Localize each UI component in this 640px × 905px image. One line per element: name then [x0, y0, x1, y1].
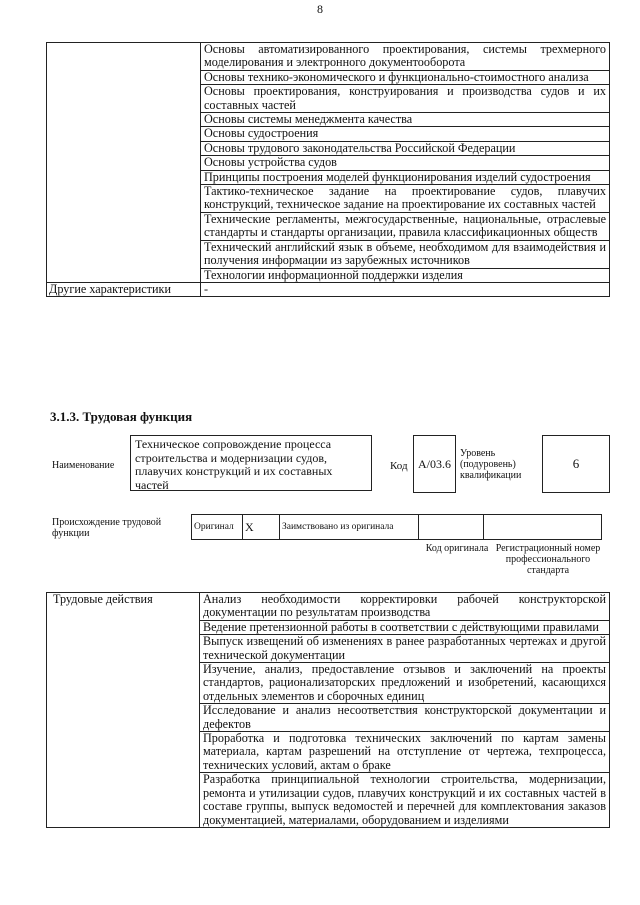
table-cell: Тактико-техническое задание на проектирование судов, плавучих конструкций, техническое задание на проектирование их составных частей	[201, 185, 610, 213]
origin-code-cell	[419, 515, 484, 540]
qualification-level-box: 6	[542, 435, 610, 493]
table-cell: Принципы построения моделей функционирования изделий судостроения	[201, 170, 610, 184]
name-label: Наименование	[52, 460, 115, 471]
table-cell: Основы технико-экономического и функционально-стоимостного анализа	[201, 70, 610, 84]
table-row	[47, 282, 610, 296]
function-name-box: Техническое сопровождение процесса строительства и модернизации судов, плавучих конструкций и их составных частей	[130, 435, 372, 491]
origin-label: Происхождение трудовой функции	[52, 517, 162, 539]
table-cell: Проработка и подготовка технических заключений по картам замены материала, картам разрешений на отступление от чертежа, техпроцесса, технических условий, актам о браке	[200, 732, 610, 773]
table-cell: Ведение претензионной работы в соответствии с действующими правилами	[200, 620, 610, 634]
qualification-level-label: Уровень (подуровень) квалификации	[460, 448, 522, 481]
origin-code-caption: Код оригинала	[425, 543, 489, 554]
origin-reg-number-cell	[484, 515, 602, 540]
table-label-cell	[47, 43, 201, 283]
table-cell: Технические регламенты, межгосударственные, национальные, отраслевые стандарты и стандарты организации, правила классификационных обществ	[201, 212, 610, 240]
table-cell: Технический английский язык в объеме, необходимом для взаимодействия и получения информации из зарубежных источников	[201, 240, 610, 268]
table-cell: Основы автоматизированного проектирования, системы трехмерного моделирования и электронного документооборота	[201, 43, 610, 71]
labor-actions-table	[46, 592, 610, 828]
page-number: 8	[317, 2, 323, 16]
function-code-box: A/03.6	[413, 435, 456, 493]
code-label: Код	[390, 460, 408, 472]
origin-table	[191, 514, 602, 540]
origin-mark-cell: X	[243, 515, 280, 540]
table-cell: Основы проектирования, конструирования и производства судов и их составных частей	[201, 85, 610, 113]
other-characteristics-label: Другие характеристики	[47, 282, 201, 296]
table-cell: Технологии информационной поддержки изделия	[201, 268, 610, 282]
table-cell: Основы трудового законодательства Российской Федерации	[201, 141, 610, 155]
other-characteristics-value: -	[201, 282, 610, 296]
origin-reg-caption: Регистрационный номер профессионального стандарта	[495, 543, 601, 576]
table-cell: Основы устройства судов	[201, 156, 610, 170]
table-cell: Исследование и анализ несоответствия конструкторской документации и дефектов	[200, 704, 610, 732]
table-cell: Разработка принципиальной технологии строительства, модернизации, ремонта и утилизации судов, плавучих конструкций и их составных частей в составе группы, выпуск ведомостей и перечней для комплектования заказов документацией, материалами, оборудованием и изделиями	[200, 773, 610, 828]
labor-actions-label: Трудовые действия	[47, 593, 200, 828]
table-cell: Изучение, анализ, предоставление отзывов и заключений на проекты стандартов, рационализаторских предложений и изобретений, касающихся отдельных элементов и сборочных единиц	[200, 663, 610, 704]
table-row	[47, 593, 610, 621]
table-row	[47, 43, 610, 71]
table-cell: Основы системы менеджмента качества	[201, 113, 610, 127]
table-cell: Анализ необходимости корректировки рабочей конструкторской документации по результатам производства	[200, 593, 610, 621]
section-title: 3.1.3. Трудовая функция	[50, 409, 193, 424]
knowledge-table	[46, 42, 610, 297]
table-cell: Основы судостроения	[201, 127, 610, 141]
origin-original-cell: Оригинал	[192, 515, 243, 540]
origin-borrowed-cell: Заимствовано из оригинала	[280, 515, 419, 540]
table-row	[192, 515, 602, 540]
table-cell: Выпуск извещений об изменениях в ранее разработанных чертежах и другой технической документации	[200, 635, 610, 663]
